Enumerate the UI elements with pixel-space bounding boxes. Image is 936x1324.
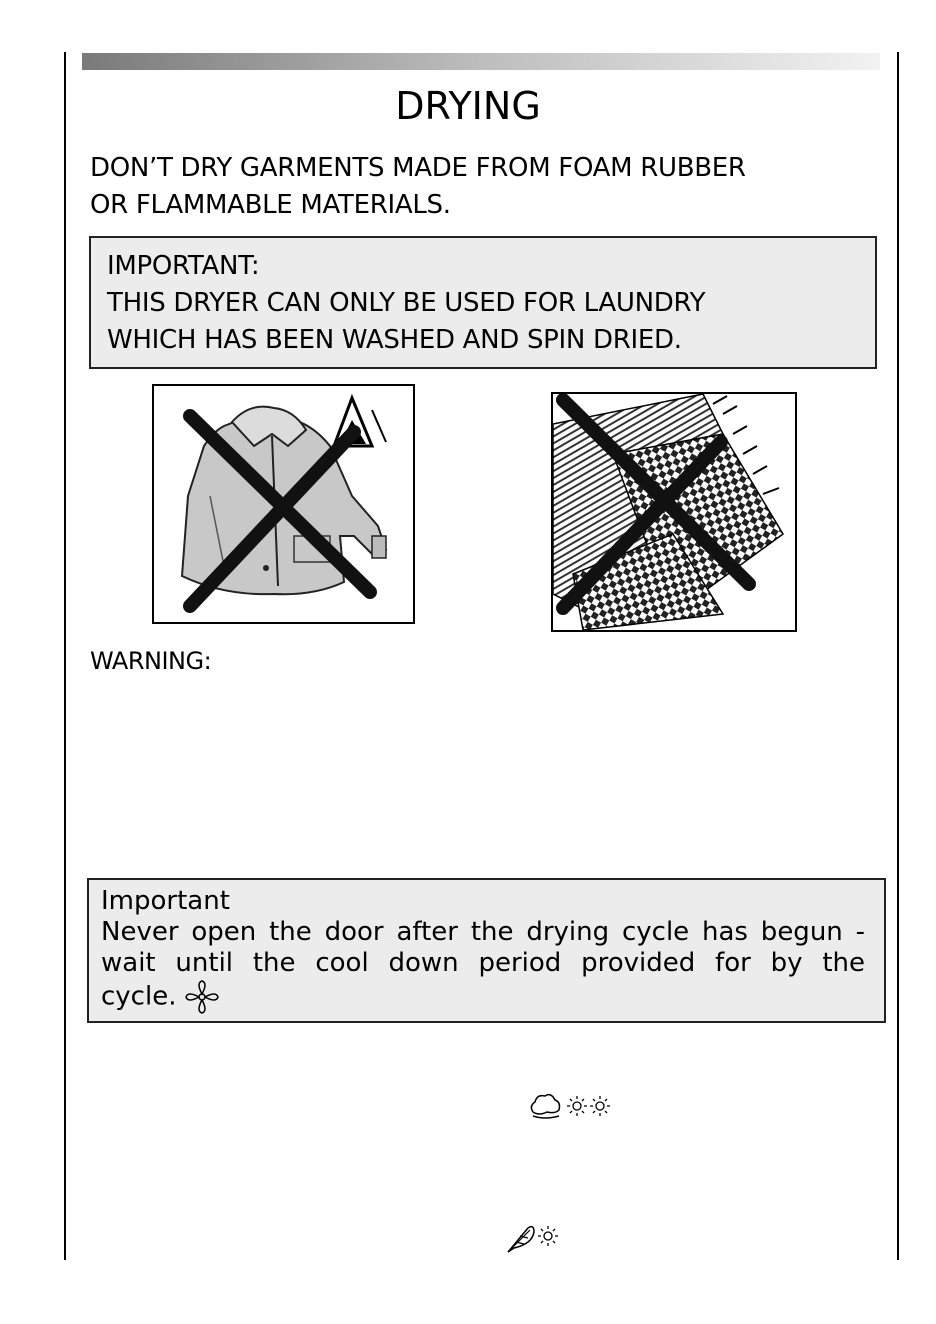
caution-text (90, 150, 746, 224)
door-line: wait until the cool down period provided for by the (101, 948, 865, 978)
page-title: DRYING (395, 84, 541, 128)
door-notice-box (87, 878, 886, 1023)
caution-line: OR FLAMMABLE MATERIALS. (90, 190, 451, 220)
warning-heading: WARNING: (90, 647, 212, 675)
door-line: Never open the door after the drying cycle has begun - (101, 917, 865, 947)
important-line: WHICH HAS BEEN WASHED AND SPIN DRIED. (107, 325, 682, 355)
important-line: THIS DRYER CAN ONLY BE USED FOR LAUNDRY (107, 288, 706, 318)
page-border-left (64, 52, 66, 1260)
important-notice-box (89, 236, 877, 369)
caution-line: DON’T DRY GARMENTS MADE FROM FOAM RUBBER (90, 153, 746, 183)
important-heading: IMPORTANT: (107, 251, 260, 281)
door-heading: Important (101, 886, 230, 916)
crossed-out-rug-image (551, 392, 797, 632)
door-line: cycle. (101, 981, 177, 1012)
crossed-out-jacket-image (152, 384, 415, 624)
feather-sun-icon (504, 1222, 562, 1254)
page-border-right (897, 52, 899, 1260)
cotton-double-sun-icon (527, 1090, 613, 1122)
rug-icon (553, 394, 795, 630)
fan-icon (182, 979, 222, 1015)
header-gradient-bar (82, 53, 880, 70)
jacket-icon (154, 386, 413, 622)
